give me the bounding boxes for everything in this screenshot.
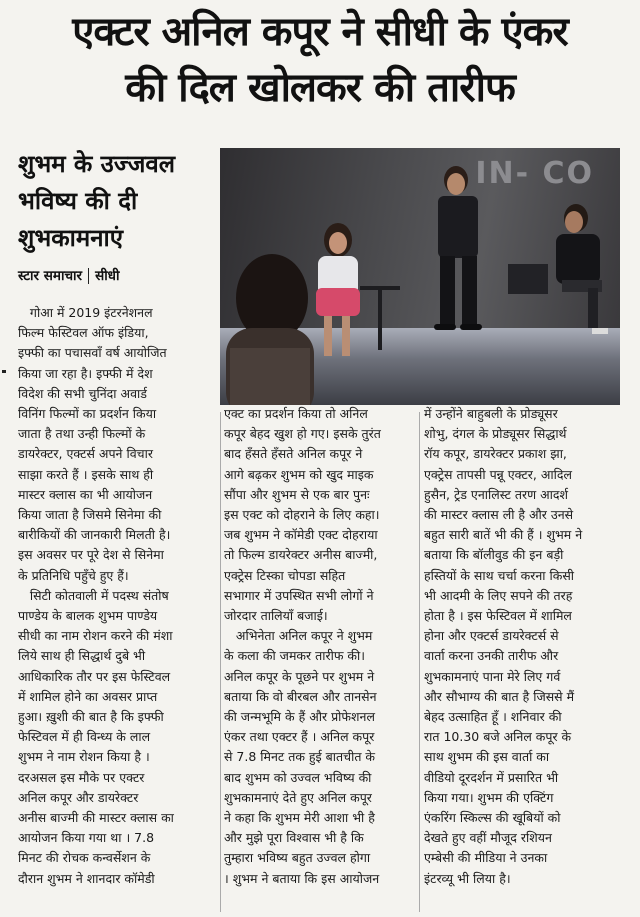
article-line: अभिनेता अनिल कपूर ने शुभम (224, 628, 373, 644)
article-line: दरअसल इस मौके पर एक्टर (18, 769, 145, 785)
column-rule (220, 412, 221, 912)
article-line: होना और एक्टर्स डायरेक्टर्स से (424, 628, 559, 644)
article-line: एक्ट का प्रदर्शन किया तो अनिल (224, 406, 368, 421)
article-line: वार्ता करना उनकी तारीफ और (424, 648, 559, 664)
article-line: लिये साथ ही सिद्धार्थ दुबे भी (18, 648, 146, 664)
article-line: बारीकियों की जानकारी मिलती है। (18, 527, 171, 543)
article-line: शुभकामनाएं पाना मेरे लिए गर्व (424, 668, 561, 684)
article-line: फेस्टिवल में ही विन्ध्य के लाल (18, 729, 151, 745)
article-line: की मास्टर क्लास ली है और उनसे (424, 507, 574, 523)
margin-mark (2, 370, 6, 373)
sub-headline-line: भविष्य की दी (18, 187, 138, 215)
article-line: एम्बेसी की मीडिया ने उनका (424, 850, 548, 866)
standing-man-figure (434, 166, 482, 330)
article-line: एक्ट्रेस तापसी पन्नू एक्टर, आदिल (424, 466, 572, 482)
article-line: एक्ट्रेस टिस्का चोपडा सहित (224, 567, 346, 583)
news-photo (220, 148, 620, 405)
article-line: हुसैन, ट्रेड एनालिस्ट तरण आदर्श (424, 486, 569, 502)
article-line: तुम्हारा भविष्य बहुत उज्वल होगा (224, 850, 371, 866)
article-line: होता है । इस फेस्टिवल में शामिल (424, 608, 572, 624)
article-line: हुआ। ख़ुशी की बात है कि इफ्फी (18, 709, 164, 725)
article-line: किया जा रहा है। इफ्फी में देश (18, 365, 153, 381)
seated-woman-figure (316, 223, 360, 356)
article-line: साझा करते हैं । इसके साथ ही (18, 466, 154, 482)
article-line: दौरान शुभम ने शानदार कॉमेडी (18, 870, 155, 886)
article-line: एंकरिंग स्किल्स की खूबियों को (424, 810, 561, 826)
sub-headline-line: शुभम के उज्जवल (18, 150, 175, 178)
byline-source: स्टार समाचार (18, 268, 83, 284)
article-line: अनीस बाज्मी की मास्टर क्लास का (18, 810, 174, 826)
article-line: कपूर बेहद खुश हो गए। इसके तुरंत (224, 426, 381, 442)
byline-separator (88, 268, 89, 284)
byline (18, 266, 218, 284)
article-line: मास्टर क्लास का भी आयोजन (18, 486, 153, 502)
article-line: ने कहा कि शुभम मेरी आशा भी है (224, 810, 375, 826)
article-line: के प्रतिनिधि पहुँचे हुए हैं। (18, 567, 129, 583)
article-line: तो फिल्म डायरेक्टर अनीस बाज्मी, (224, 547, 378, 563)
byline-place: सीधी (95, 268, 120, 284)
article-line: जब शुभम ने कॉमेडी एक्ट दोहराया (224, 527, 378, 543)
headline (0, 4, 640, 116)
article-line: हस्तियों के साथ चर्चा करना किसी (424, 567, 575, 583)
article-line: विनिंग फिल्मों का प्रदर्शन किया (18, 406, 157, 422)
article-line: बेहद उत्साहित हूँ । शनिवार की (424, 709, 562, 725)
article-line: जोरदार तालियाँ बजाई। (224, 608, 328, 624)
article-line: रॉय कपूर, डायरेक्टर प्रकाश झा, (424, 446, 567, 462)
article-line: वीडियो दूरदर्शन में प्रसारित भी (424, 769, 559, 785)
article-line: बाद शुभम को उज्वल भविष्य की (224, 769, 372, 785)
article-line: में उन्होंने बाहुबली के प्रोड्यूसर (424, 406, 558, 421)
sub-headline-line: शुभकामनाएं (18, 224, 123, 252)
article-line: सौंपा और शुभम से एक बार पुनः (224, 486, 370, 502)
article-line: के कला की जमकर तारीफ की। (224, 648, 366, 664)
side-table (360, 286, 400, 290)
article-line: शुभम ने नाम रोशन किया है । (18, 749, 150, 765)
seated-man-figure (556, 204, 608, 334)
article-line: शुभकामनाएं देते हुए अनिल कपूर (224, 789, 372, 805)
stage-monitor (508, 264, 548, 294)
article-line: इस अवसर पर पूरे देश से सिनेमा (18, 547, 164, 563)
article-column-2 (224, 404, 414, 889)
article-line: बहुत सारी बातें भी की हैं । शुभम ने (424, 527, 583, 543)
article-line: मिनट की रोचक कन्वर्सेशन के (18, 850, 151, 866)
article-line: में शामिल होने का अवसर प्राप्त (18, 688, 158, 704)
article-line: देखते हुए वहीं मौजूद रशियन (424, 830, 552, 846)
photo-figures (220, 148, 620, 405)
headline-line-1: एक्टर अनिल कपूर ने सीधी के एंकर (72, 9, 568, 55)
article-line: किया गया। शुभम की एक्टिंग (424, 789, 554, 805)
article-line: जाता है तथा उन्ही फिल्मों के (18, 426, 146, 442)
article-line: इंटरव्यू भी लिया है। (424, 870, 511, 886)
audience-figure (226, 254, 314, 405)
article-line: इफ्फी का पचासवाँ वर्ष आयोजित (18, 345, 167, 361)
article-line: अनिल कपूर और डायरेक्टर (18, 789, 139, 805)
article-line: किया जाता है जिसमे सिनेमा की (18, 507, 162, 523)
article-line: शोभु, दंगल के प्रोड्यूसर सिद्धार्थ (424, 426, 567, 442)
article-line: और सौभाग्य की बात है जिससे मैं (424, 688, 575, 704)
article-line: बताया कि बॉलीवुड की इन बड़ी (424, 547, 564, 563)
article-line: आगे बढ़कर शुभम को खुद माइक (224, 466, 374, 482)
article-line: से 7.8 मिनट तक हुई बातचीत के (224, 749, 376, 765)
article-line: फिल्म फेस्टिवल ऑफ इंडिया, (18, 325, 149, 341)
article-line: बताया कि वो बीरबल और तानसेन (224, 688, 377, 704)
article-line: सिटी कोतवाली में पदस्थ संतोष (18, 587, 169, 603)
article-line: की जन्मभूमि के हैं और प्रोफेशनल (224, 709, 375, 725)
article-line: सीधी का नाम रोशन करने की मंशा (18, 628, 173, 644)
article-line: रात 10.30 बजे अनिल कपूर के (424, 729, 572, 745)
headline-line-2: की दिल खोलकर की तारीफ (125, 65, 515, 111)
article-line: एंकर तथा एक्टर हैं । अनिल कपूर (224, 729, 375, 745)
article-line: आधिकारिक तौर पर इस फेस्टिवल (18, 668, 171, 684)
column-rule (419, 412, 420, 912)
article-line: आयोजन किया गया था । 7.8 (18, 830, 155, 846)
article-line: भी आदमी के लिए सपने की तरह (424, 587, 573, 603)
article-line: डायरेक्टर, एक्टर्स अपने विचार (18, 446, 153, 462)
article-column-3 (424, 404, 624, 889)
article-line: अनिल कपूर के पूछने पर शुभम ने (224, 668, 375, 684)
article-line: गोआ में 2019 इंटरनेशनल (18, 305, 153, 320)
article-line: विदेश की सभी चुनिंदा अवार्ड (18, 385, 147, 401)
article-line: पाण्डेय के बालक शुभम पाण्डेय (18, 608, 158, 624)
article-line: सभागार में उपस्थित सभी लोगों ने (224, 587, 374, 603)
article-line: । शुभम ने बताया कि इस आयोजन (224, 870, 380, 886)
article-line: बाद हँसते हँसते अनिल कपूर ने (224, 446, 363, 462)
article-column-1 (18, 303, 216, 889)
article-line: और मुझे पूरा विश्वास भी है कि (224, 830, 364, 846)
article-line: इस एक्ट को दोहराने के लिए कहा। (224, 507, 380, 523)
sub-headline (18, 146, 218, 257)
article-line: साथ शुभम की इस वार्ता का (424, 749, 550, 765)
banner-text: IN- CO (475, 156, 594, 191)
